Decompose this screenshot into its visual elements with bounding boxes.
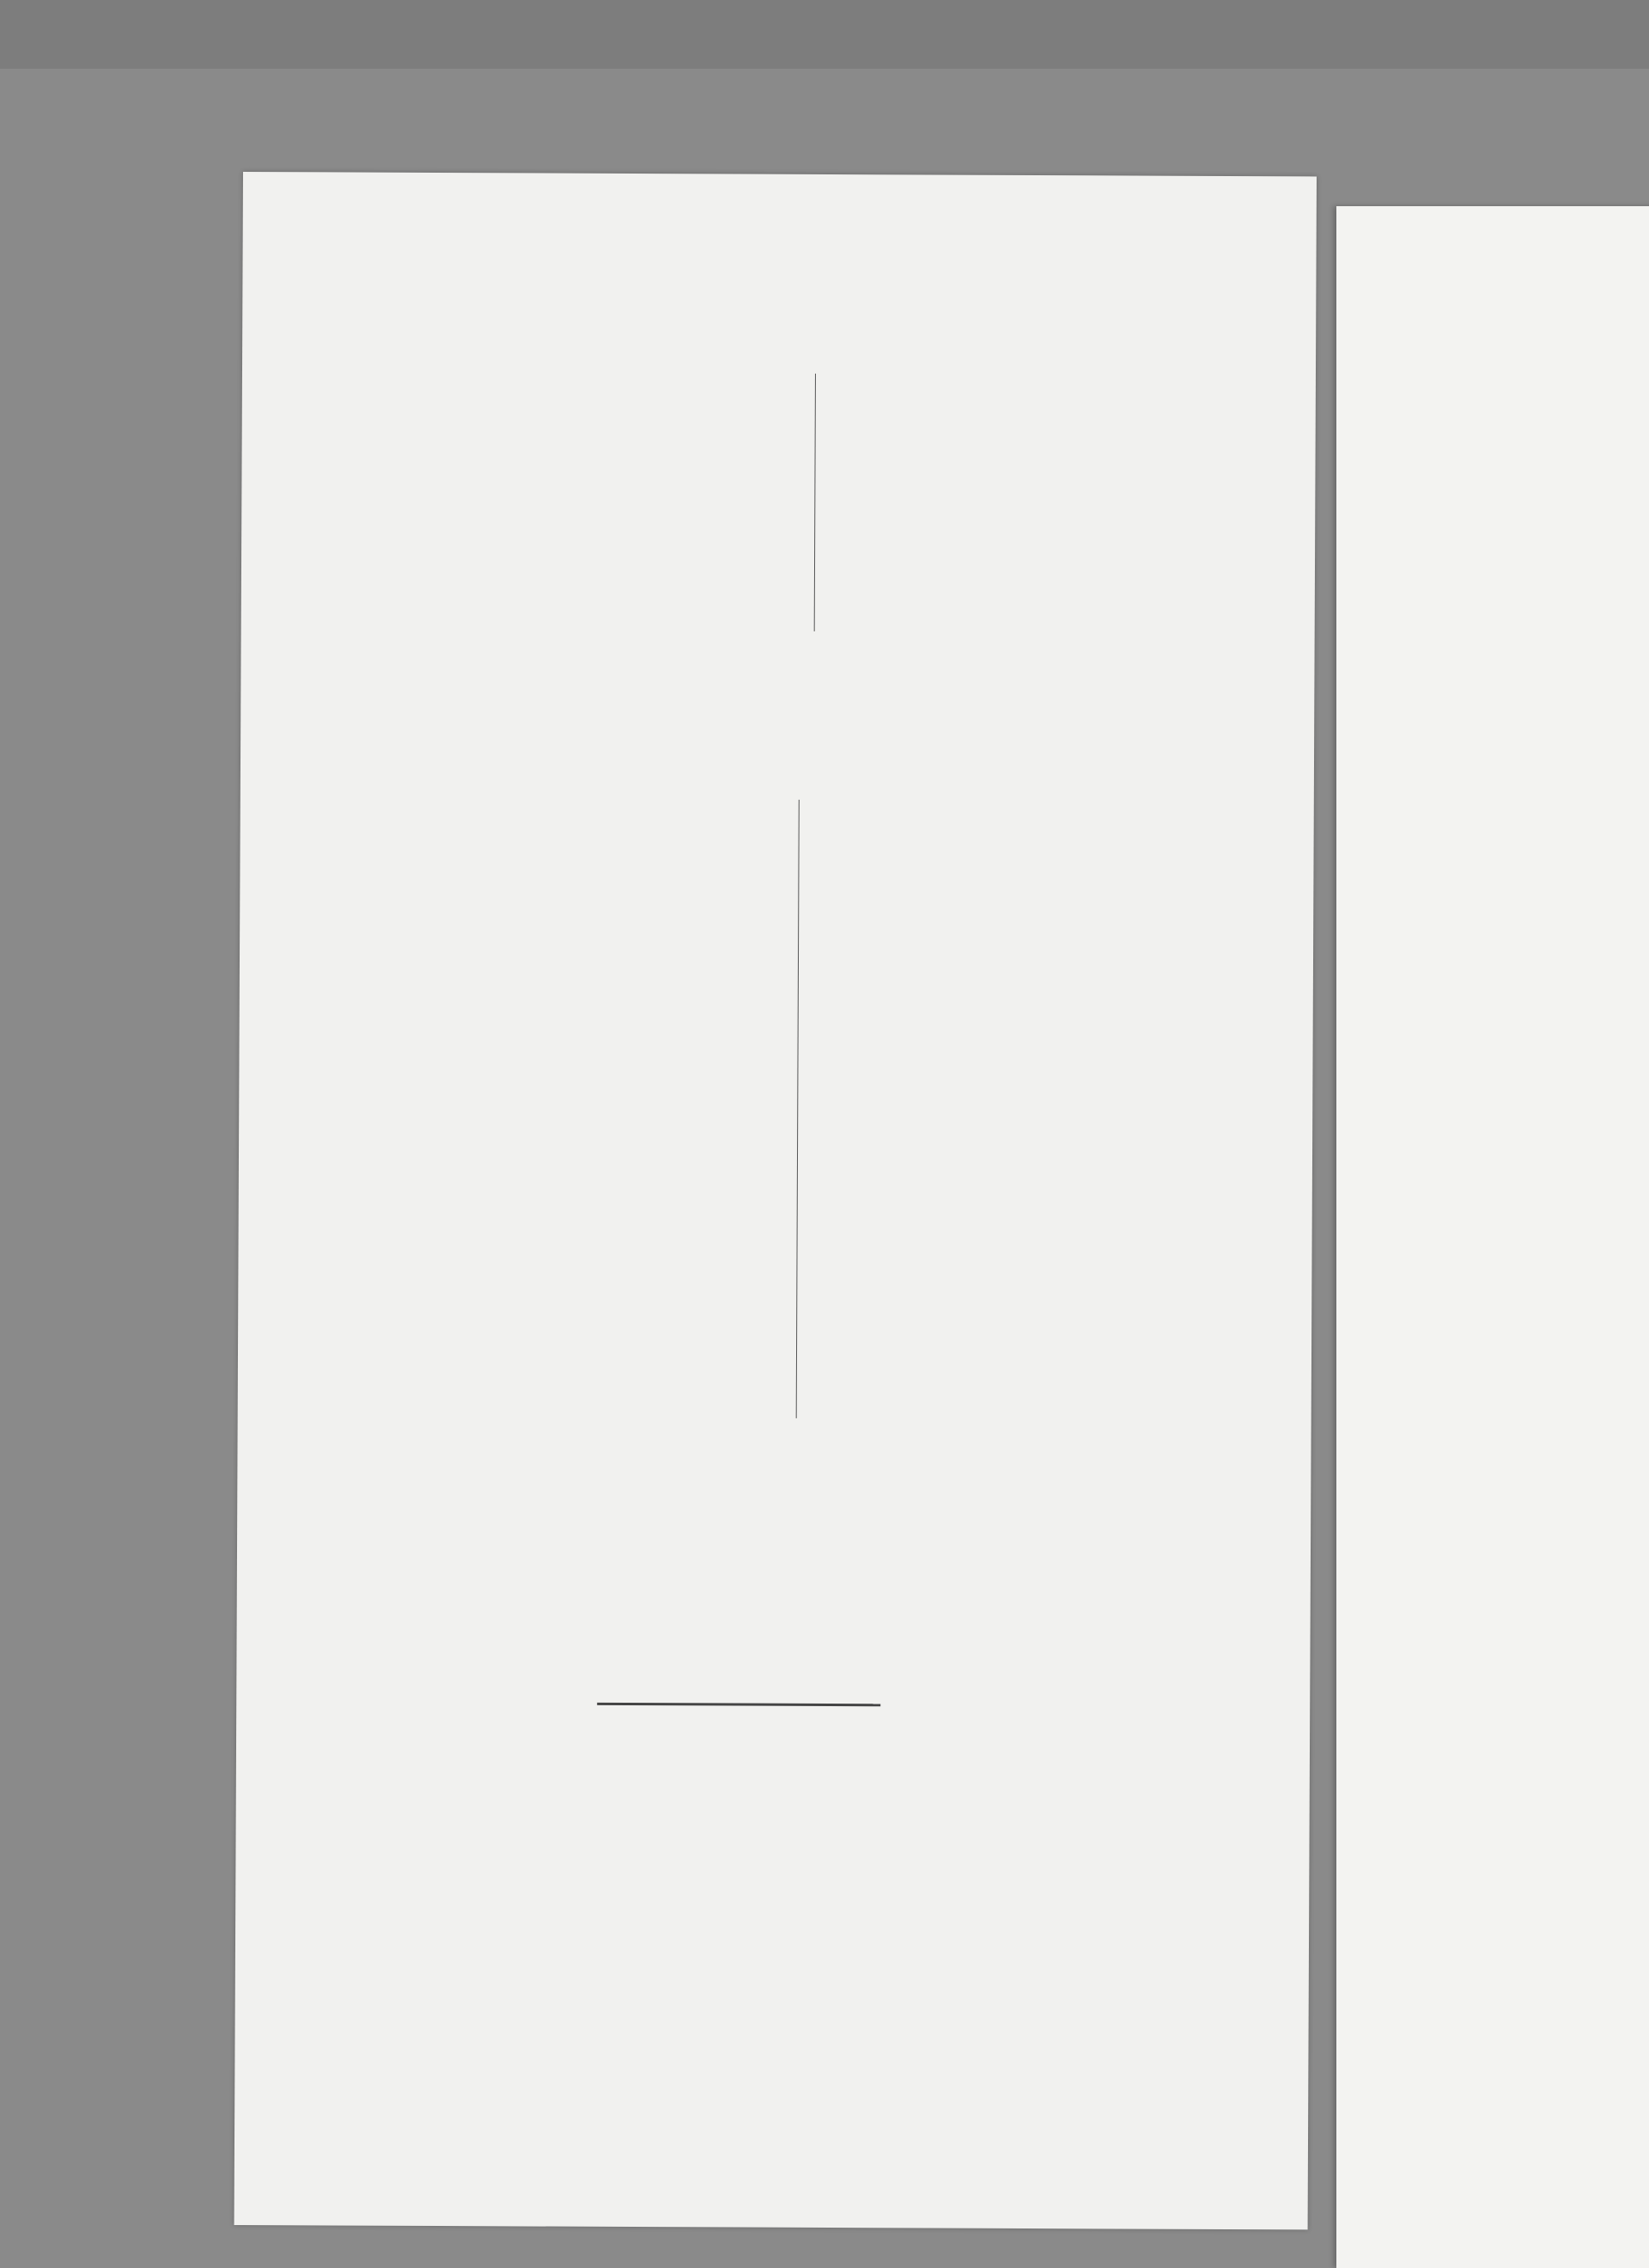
collections-left-column: [388, 796, 792, 797]
imprint-company: [236, 1763, 1310, 1767]
other-places-heading: [382, 1319, 786, 1320]
subscribers-left-column: [410, 370, 805, 372]
subscribers-right-column: [826, 374, 1243, 375]
aux-heading-line2: [808, 1171, 1220, 1173]
imprint-address: [236, 1790, 1310, 1795]
page-number: [242, 325, 1316, 329]
imprint-city: [236, 1735, 1310, 1740]
other-places-list: [382, 1319, 786, 1320]
aux-heading-line1: [808, 1171, 1220, 1173]
column-divider: [814, 374, 816, 631]
other-places-section: [382, 1310, 786, 1320]
scanner-edge: [0, 0, 1649, 69]
auxiliary-societies-list: [808, 1171, 1220, 1173]
divider-rule: [597, 1703, 880, 1706]
left-page: [234, 172, 1317, 2229]
collections-paragraph: [392, 656, 1238, 660]
auxiliary-societies-section: [808, 1162, 1220, 1173]
column-divider: [796, 800, 800, 1418]
collections-right-column: [816, 799, 1228, 801]
facing-page: [1336, 206, 1649, 2268]
